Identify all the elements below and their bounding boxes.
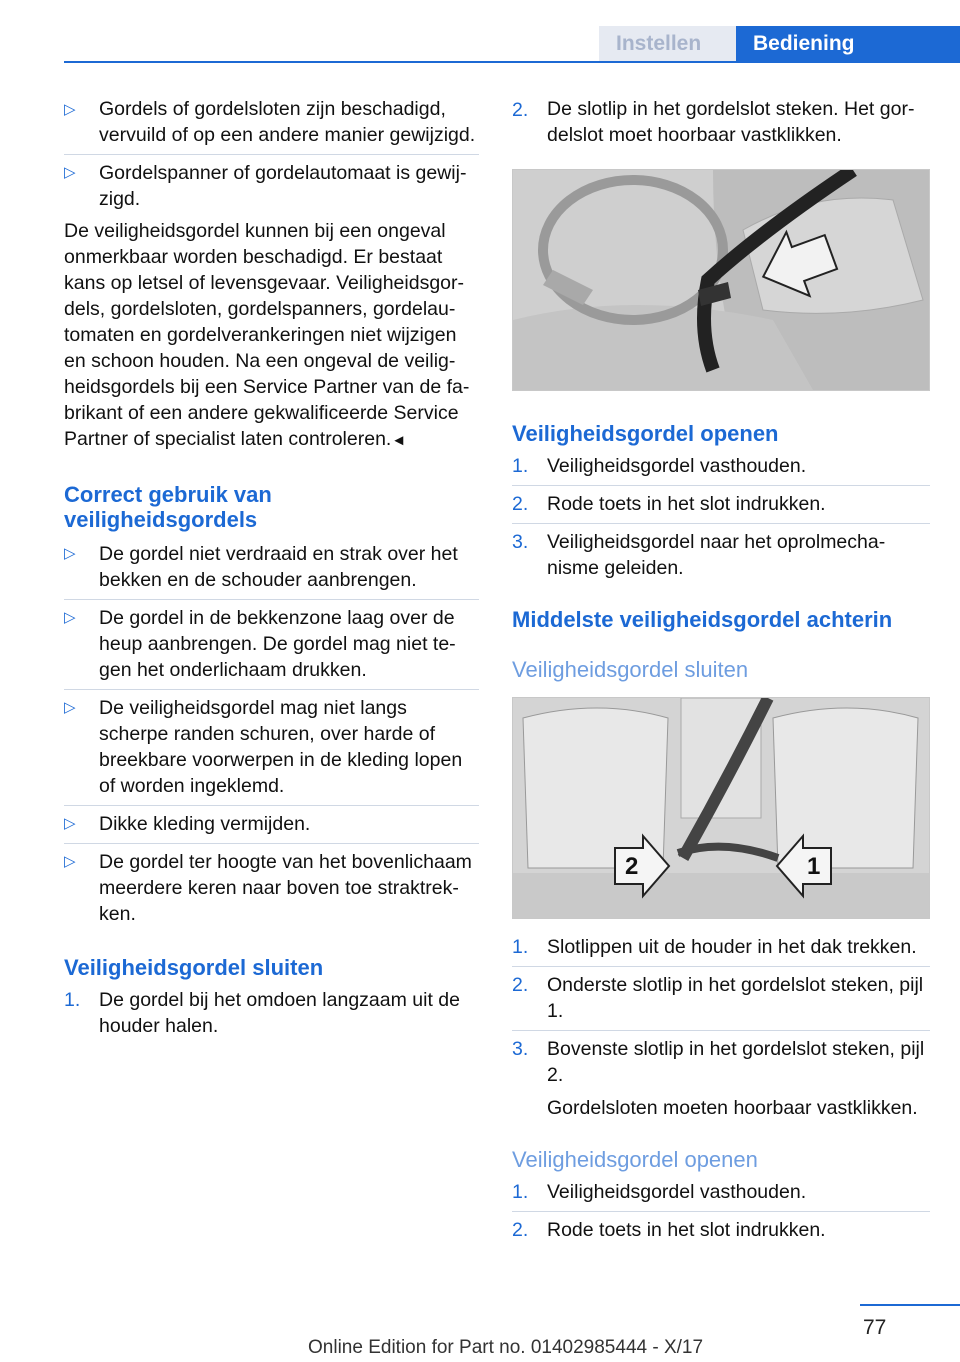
step-note: Gordelsloten moeten hoorbaar vastklikken. <box>547 1097 918 1119</box>
triangle-bullet-icon: ▷ <box>64 853 76 870</box>
step-number: 2. <box>512 974 529 996</box>
list-item: 3. Veiligheidsgordel naar het oprolmechanisme geleiden. <box>512 523 930 587</box>
arrow-label-1: 1 <box>807 853 821 880</box>
subheading-close-belt: Veiligheidsgordel sluiten <box>512 657 749 682</box>
end-mark-icon: ◄ <box>391 432 407 449</box>
heading-middle-belt: Middelste veiligheidsgordel achterin <box>512 607 893 632</box>
triangle-bullet-icon: ▷ <box>64 545 76 562</box>
step-number: 1. <box>64 989 81 1011</box>
step-number: 1. <box>512 455 529 477</box>
list-item: ▷ Gordelspanner of gordelautomaat is gewijzigd. <box>64 154 479 218</box>
step-number: 1. <box>512 1181 529 1203</box>
list-item: 1. Slotlippen uit de houder in het dak trekken. <box>512 936 917 958</box>
middle-belt-illustration <box>513 698 929 918</box>
close-steps-continued <box>512 92 930 154</box>
tab-instellen[interactable]: Instellen <box>599 26 736 62</box>
list-item: 2. Onderste slotlip in het gordelslot steken, pijl 1. <box>512 966 930 1030</box>
section-tabs <box>599 26 960 62</box>
step-number: 2. <box>512 99 529 121</box>
step-number: 2. <box>512 493 529 515</box>
list-item: 3. Bovenste slotlip in het gordelslot steken, pijl 2. Gordelsloten moeten hoorbaar vastklikken. <box>512 1030 930 1127</box>
footer-rule <box>860 1304 960 1306</box>
triangle-bullet-icon: ▷ <box>64 699 76 716</box>
figure-middle-belt <box>512 697 930 919</box>
list-item: ▷ De gordel ter hoogte van het bovenlichaam meerdere keren naar boven toe straktrekken. <box>64 843 479 933</box>
list-item: 1. Veiligheidsgordel vasthouden. <box>512 455 807 477</box>
tab-bediening[interactable]: Bediening <box>736 26 960 62</box>
edition-footer: Online Edition for Part no. 01402985444 - X/17 <box>308 1337 704 1358</box>
close-steps-list <box>64 982 479 1045</box>
page-number: 77 <box>863 1316 887 1339</box>
step-number: 2. <box>512 1219 529 1241</box>
triangle-bullet-icon: ▷ <box>64 164 76 181</box>
list-item: 2. De slotlip in het gordelslot steken. Het gordelslot moet hoorbaar vastklikken. <box>512 98 915 146</box>
open-steps-list <box>512 448 930 587</box>
buckle-insert-illustration <box>513 170 929 390</box>
list-item: 1. Veiligheidsgordel vasthouden. <box>512 1181 807 1203</box>
list-item: 2. Rode toets in het slot indrukken. <box>512 1211 930 1249</box>
right-column <box>512 92 930 1249</box>
middle-close-steps <box>512 929 930 1127</box>
list-item: ▷ De gordel niet verdraaid en strak over het bekken en de schouder aanbrengen. <box>64 543 458 591</box>
list-item: ▷ Gordels of gordelsloten zijn beschadigd, vervuild of op een andere manier gewijzigd. <box>64 98 476 146</box>
warning-paragraph: De veiligheidsgordel kunnen bij een ongeval onmerkbaar worden beschadigd. Er bestaat kans op letsel of levensgevaar. Veiligheidsgordels, gordelsloten, gordelspanners, gordelautomaten en gordelverankeringen niet wijzigen en schoon houden. Na een ongeval de veiligheidsgordels bij een Service Partner van de fabrikant of een andere gekwalificeerde Service Partner of specialist laten controleren.◄ <box>64 220 470 450</box>
triangle-bullet-icon: ▷ <box>64 101 76 118</box>
subheading-open-belt: Veiligheidsgordel openen <box>512 1147 758 1172</box>
list-item: ▷ De gordel in de bekkenzone laag over de heup aanbrengen. De gordel mag niet tegen het onderlichaam drukken. <box>64 599 479 689</box>
list-item: ▷ De veiligheidsgordel mag niet langs scherpe randen schuren, over harde of breekbare voorwerpen in de kleding lopen of worden ingeklemd. <box>64 689 479 805</box>
figure-buckle-insert <box>512 169 930 391</box>
list-item: 2. Rode toets in het slot indrukken. <box>512 485 930 523</box>
left-column <box>64 92 479 1045</box>
arrow-label-2: 2 <box>625 853 639 880</box>
list-item: 1. De gordel bij het omdoen langzaam uit de houder halen. <box>64 989 460 1037</box>
header-rule <box>64 61 960 63</box>
list-item: ▷ Dikke kleding vermijden. <box>64 805 479 843</box>
triangle-bullet-icon: ▷ <box>64 815 76 832</box>
heading-close-belt: Veiligheidsgordel sluiten <box>64 955 324 980</box>
middle-open-steps <box>512 1174 930 1249</box>
heading-correct-use: Correct gebruik van veiligheidsgordels <box>64 482 272 532</box>
heading-open-belt: Veiligheidsgordel openen <box>512 421 779 446</box>
bullet-list-correct-use <box>64 536 479 933</box>
step-number: 3. <box>512 1038 529 1060</box>
step-number: 3. <box>512 531 529 553</box>
step-number: 1. <box>512 936 529 958</box>
triangle-bullet-icon: ▷ <box>64 609 76 626</box>
bullet-list-damage <box>64 92 479 218</box>
